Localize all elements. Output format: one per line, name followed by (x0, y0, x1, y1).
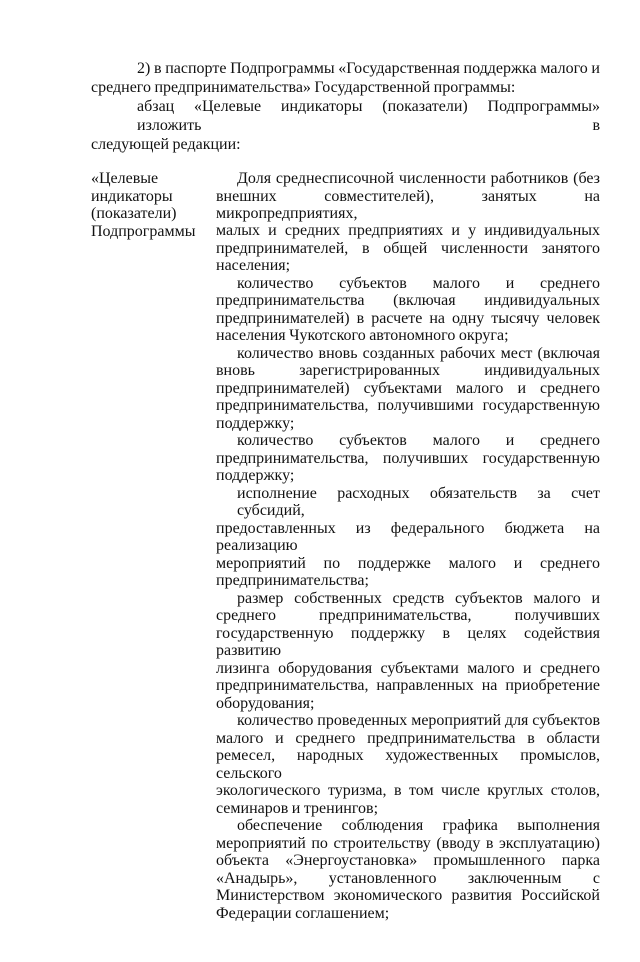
indicator-item (216, 590, 600, 712)
text-line: количество субъектов малого и среднего (237, 274, 600, 292)
text-line: предпринимателей) в расчете на одну тысячу человек (216, 309, 600, 327)
indicator-item (216, 485, 600, 590)
text-line: лизинга оборудования субъектами малого и среднего (216, 659, 600, 677)
text-line: количество проведенных мероприятий для субъектов (237, 712, 600, 730)
intro-paragraph (91, 59, 600, 97)
text-line: мероприятий по строительству (вводу в эксплуатацию) (216, 834, 600, 852)
intro-text (91, 59, 600, 154)
text-line: предпринимательства, получивших государственную (216, 449, 600, 467)
label-line: Подпрограммы (91, 222, 196, 240)
text-line: вновь зарегистрированных индивидуальных (216, 362, 600, 380)
text-line: населения; (216, 257, 291, 275)
label-line: (показатели) (91, 205, 177, 222)
text-line: абзац «Целевые индикаторы (показатели) Подпрограммы» изложить в (137, 98, 600, 134)
text-line: предпринимателей, в общей численности занятого (216, 239, 600, 257)
text-line: объекта «Энергоустановка» промышленного парка (216, 852, 600, 870)
text-line: количество субъектов малого и среднего (237, 432, 600, 450)
text-line: государственную поддержку в целях содействия развитию (216, 624, 600, 660)
indicator-item (216, 170, 600, 275)
text-line: 2) в паспорте Подпрограммы «Государственная поддержка малого и (137, 60, 600, 77)
text-line: поддержку; (216, 467, 295, 485)
text-line: предпринимательства (включая индивидуальных (216, 292, 600, 310)
text-line: обеспечение соблюдения графика выполнения (237, 817, 600, 835)
label-line: индикаторы (91, 187, 173, 205)
target-indicators-table (91, 170, 600, 922)
indicator-item (216, 345, 600, 433)
text-line: оборудования; (216, 694, 315, 712)
indicator-item (216, 275, 600, 345)
text-line: количество вновь созданных рабочих мест (включая (237, 344, 600, 362)
intro-paragraph (91, 97, 600, 154)
text-line: предпринимательства, получившими государственную (216, 397, 600, 415)
label-line: «Целевые (91, 170, 159, 187)
text-line: среднего предпринимательства, получивших (216, 607, 600, 625)
text-line: предпринимательства; (216, 572, 369, 590)
text-line: населения Чукотского автономного округа; (216, 327, 509, 345)
text-line: исполнение расходных обязательств за счет субсидий, (237, 484, 600, 520)
indicator-item (216, 712, 600, 817)
text-line: ремесел, народных художественных промыслов, сельского (216, 747, 600, 782)
text-line: среднего предпринимательства» Государственной программы: (91, 79, 516, 96)
text-line: внешних совместителей), занятых на микропредприятиях, (216, 187, 600, 222)
text-line: Доля среднесписочной численности работников (без (237, 170, 600, 187)
indicator-item (216, 432, 600, 485)
text-line: малых и средних предприятиях и у индивидуальных (216, 222, 600, 240)
text-line: предпринимателей) субъектами малого и среднего (216, 379, 600, 397)
text-line: малого и среднего предпринимательства в области (216, 729, 600, 747)
text-line: семинаров и тренингов; (216, 799, 379, 817)
text-line: предпринимательства, направленных на приобретение (216, 677, 600, 695)
text-line: предоставленных из федерального бюджета на реализацию (216, 519, 600, 555)
text-line: Министерством экономического развития Российской (216, 887, 600, 905)
text-line: «Анадырь», установленного заключенным с (216, 869, 600, 887)
indicator-item (216, 817, 600, 922)
indicators-list (216, 170, 600, 922)
indicators-label (91, 170, 211, 922)
text-line: мероприятий по поддержке малого и среднего (216, 554, 600, 572)
text-line: следующей редакции: (91, 136, 241, 153)
text-line: размер собственных средств субъектов малого и (237, 589, 600, 607)
text-line: Федерации соглашением; (216, 904, 390, 922)
text-line: поддержку; (216, 414, 295, 432)
text-line: экологического туризма, в том числе круглых столов, (216, 782, 600, 800)
